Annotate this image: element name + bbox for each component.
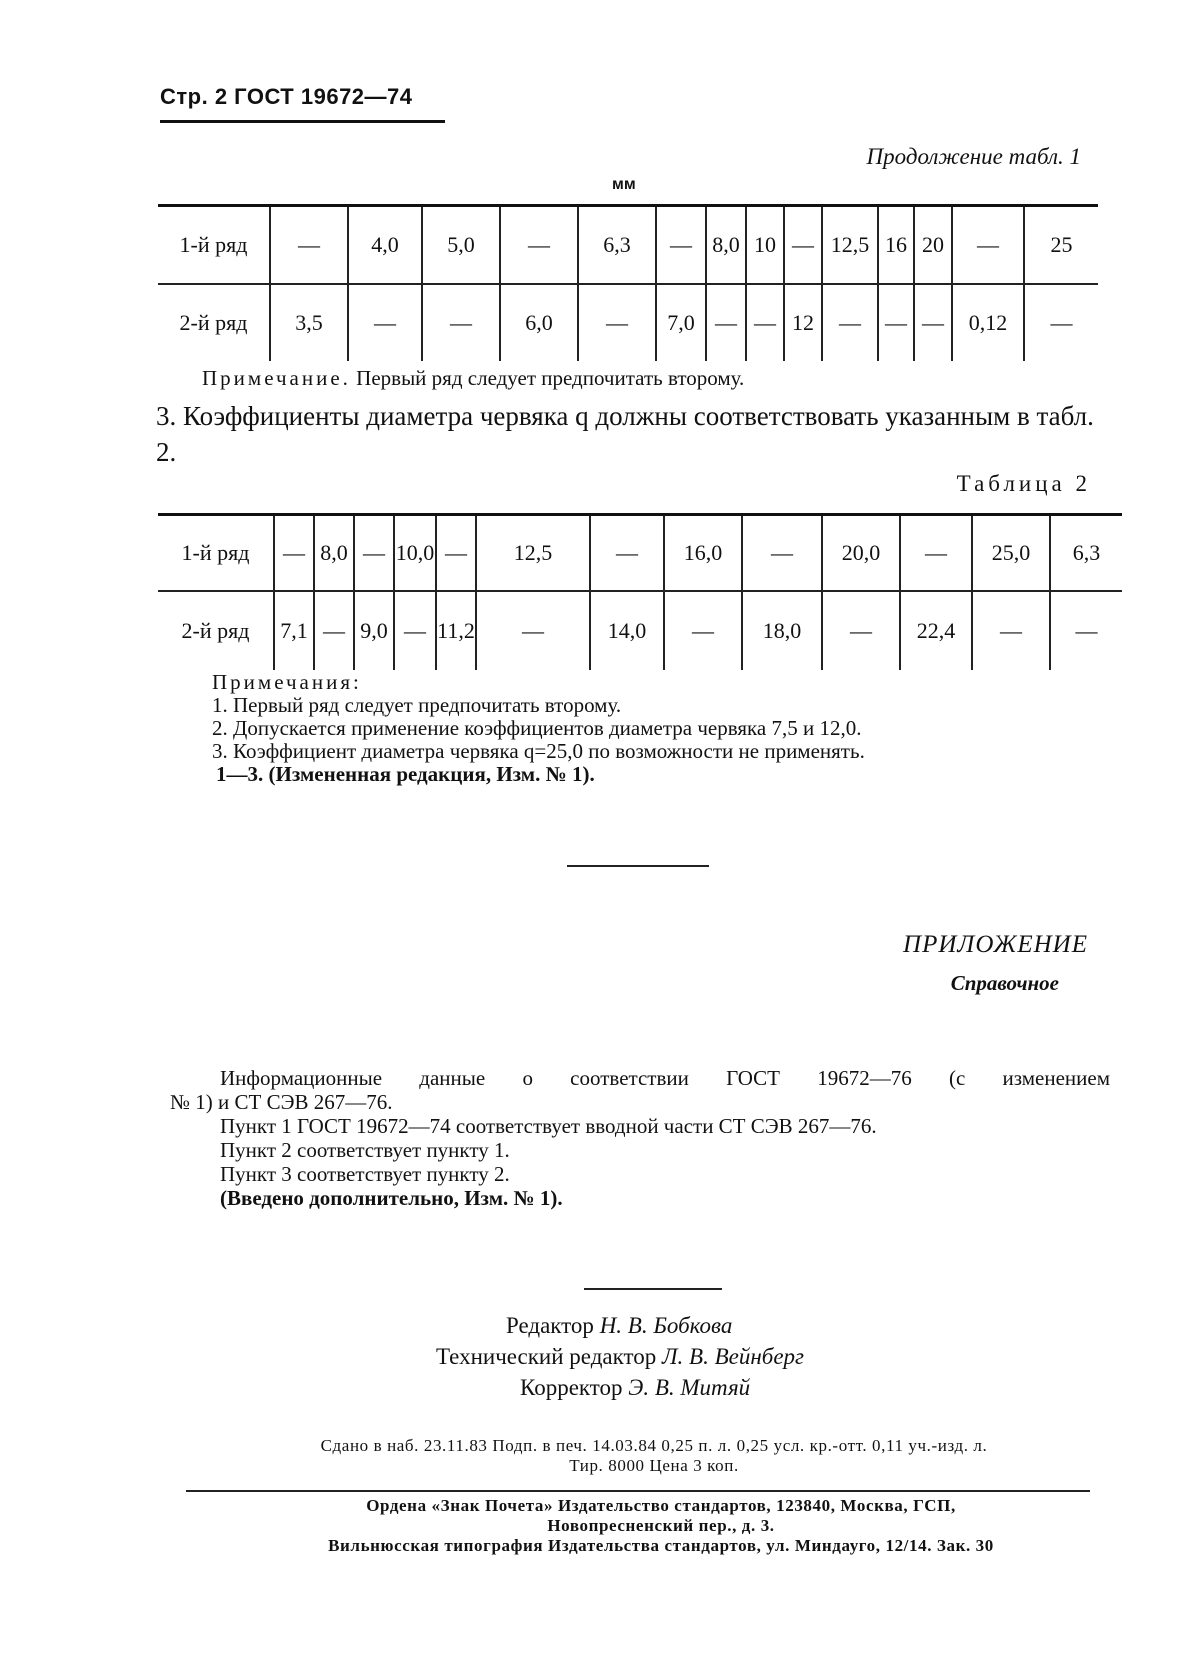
table-cell: — bbox=[822, 591, 900, 670]
table-cell: — bbox=[972, 591, 1050, 670]
table-cell: 0,12 bbox=[952, 284, 1024, 361]
table-cell: — bbox=[274, 515, 314, 592]
table2 bbox=[158, 513, 1122, 670]
publisher-line: Вильнюсская типография Издательства стандартов, ул. Миндауго, 12/14. Зак. 30 bbox=[328, 1536, 994, 1555]
credit-name: Л. В. Вейнберг bbox=[661, 1344, 805, 1369]
table-cell: 18,0 bbox=[742, 591, 822, 670]
table1 bbox=[158, 204, 1098, 361]
table-cell: — bbox=[422, 284, 500, 361]
table-cell: 8,0 bbox=[706, 206, 746, 285]
table-cell: 8,0 bbox=[314, 515, 354, 592]
credit-name: Н. В. Бобкова bbox=[599, 1313, 733, 1338]
table1-row-2 bbox=[158, 284, 1098, 361]
table1-row-1 bbox=[158, 206, 1098, 285]
table-cell: 11,2 bbox=[436, 591, 476, 670]
table-cell: 9,0 bbox=[354, 591, 394, 670]
credit-name: Э. В. Митяй bbox=[628, 1375, 751, 1400]
credit-role: Технический редактор bbox=[436, 1344, 657, 1369]
table-cell: 22,4 bbox=[900, 591, 972, 670]
table-cell: — bbox=[900, 515, 972, 592]
publisher-line: Ордена «Знак Почета» Издательство стандартов, 123840, Москва, ГСП, bbox=[366, 1496, 956, 1515]
table-cell: — bbox=[348, 284, 422, 361]
table1-note bbox=[202, 366, 744, 391]
credits-block bbox=[380, 1310, 804, 1403]
table-cell: 7,0 bbox=[656, 284, 706, 361]
table-cell: 16 bbox=[878, 206, 914, 285]
annex-title: ПРИЛОЖЕНИЕ bbox=[903, 931, 1088, 958]
table-cell: — bbox=[746, 284, 784, 361]
table-cell: 1-й ряд bbox=[158, 515, 274, 592]
table2-amendment: 1—3. (Измененная редакция, Изм. № 1). bbox=[216, 762, 595, 786]
table1-note-text: Первый ряд следует предпочитать второму. bbox=[350, 366, 745, 390]
credit-editor bbox=[380, 1310, 804, 1341]
table2-notes-label: Примечания: bbox=[212, 670, 362, 694]
table-cell: — bbox=[1050, 591, 1122, 670]
publisher-block bbox=[236, 1496, 1086, 1556]
table-cell: — bbox=[354, 515, 394, 592]
imprint-line: Сдано в наб. 23.11.83 Подп. в печ. 14.03.84 0,25 п. л. 0,25 усл. кр.-отт. 0,11 уч.-изд. л. bbox=[320, 1436, 988, 1455]
table-cell: — bbox=[436, 515, 476, 592]
table-cell: — bbox=[878, 284, 914, 361]
table-cell: 12,5 bbox=[476, 515, 590, 592]
section-3-paragraph: 3. Коэффициенты диаметра червяка q должны соответствовать указанным в табл. 2. bbox=[156, 401, 1094, 467]
imprint-rule bbox=[186, 1490, 1090, 1492]
table-cell: 1-й ряд bbox=[158, 206, 270, 285]
table2-title: Таблица 2 bbox=[956, 471, 1091, 496]
table-cell: 10,0 bbox=[394, 515, 436, 592]
table-cell: — bbox=[952, 206, 1024, 285]
table-cell: 16,0 bbox=[664, 515, 742, 592]
table-cell: — bbox=[590, 515, 664, 592]
imprint-line: Тир. 8000 Цена 3 коп. bbox=[569, 1456, 739, 1475]
table-cell: — bbox=[822, 284, 878, 361]
table2-note-item: 1. Первый ряд следует предпочитать второму. bbox=[212, 693, 622, 717]
annex-line: Пункт 2 соответствует пункту 1. bbox=[220, 1138, 510, 1162]
table-cell: 14,0 bbox=[590, 591, 664, 670]
credit-role: Редактор bbox=[506, 1313, 594, 1338]
table-cell: 6,0 bbox=[500, 284, 578, 361]
table2-row-1 bbox=[158, 515, 1122, 592]
table-cell: — bbox=[314, 591, 354, 670]
table-cell: — bbox=[270, 206, 348, 285]
table-cell: 7,1 bbox=[274, 591, 314, 670]
table-cell: — bbox=[578, 284, 656, 361]
publisher-line: Новопресненский пер., д. 3. bbox=[547, 1516, 775, 1535]
table-cell: 4,0 bbox=[348, 206, 422, 285]
table-cell: 6,3 bbox=[1050, 515, 1122, 592]
annex-line: Пункт 3 соответствует пункту 2. bbox=[220, 1162, 510, 1186]
table-cell: 10 bbox=[746, 206, 784, 285]
imprint-block bbox=[216, 1436, 1092, 1476]
annex-body bbox=[170, 1066, 1110, 1210]
table-cell: 12,5 bbox=[822, 206, 878, 285]
table1-continuation-label: Продолжение табл. 1 bbox=[866, 144, 1081, 169]
annex-line: Пункт 1 ГОСТ 19672—74 соответствует вводной части СТ СЭВ 267—76. bbox=[220, 1114, 877, 1138]
table2-row-2 bbox=[158, 591, 1122, 670]
page-header-title: Стр. 2 ГОСТ 19672—74 bbox=[160, 84, 413, 109]
table-cell: — bbox=[656, 206, 706, 285]
credit-tech-editor bbox=[380, 1341, 804, 1372]
table-cell: — bbox=[706, 284, 746, 361]
table-cell: — bbox=[476, 591, 590, 670]
table2-notes bbox=[212, 671, 865, 786]
section-divider bbox=[567, 865, 709, 867]
header-rule bbox=[160, 120, 445, 123]
table-cell: 20,0 bbox=[822, 515, 900, 592]
annex-intro-line-1: Информационные данные о соответствии ГОСТ 19672—76 (с изменением bbox=[220, 1066, 1110, 1090]
annex-amendment: (Введено дополнительно, Изм. № 1). bbox=[220, 1186, 563, 1210]
table-cell: 25,0 bbox=[972, 515, 1050, 592]
annex-intro-line-2: № 1) и СТ СЭВ 267—76. bbox=[170, 1090, 393, 1114]
table-cell: — bbox=[784, 206, 822, 285]
table2-note-item: 3. Коэффициент диаметра червяка q=25,0 по возможности не применять. bbox=[212, 739, 865, 763]
table-cell: — bbox=[742, 515, 822, 592]
table1-units: мм bbox=[612, 176, 636, 193]
credit-role: Корректор bbox=[520, 1375, 623, 1400]
table-cell: 25 bbox=[1024, 206, 1098, 285]
table-cell: — bbox=[664, 591, 742, 670]
table-cell: — bbox=[914, 284, 952, 361]
table-cell: 20 bbox=[914, 206, 952, 285]
table-cell: 6,3 bbox=[578, 206, 656, 285]
table-cell: 2-й ряд bbox=[179, 310, 248, 335]
table-cell: 3,5 bbox=[270, 284, 348, 361]
table2-note-item: 2. Допускается применение коэффициентов диаметра червяка 7,5 и 12,0. bbox=[212, 716, 862, 740]
credit-proofreader bbox=[380, 1372, 804, 1403]
table1-note-label: Примечание. bbox=[202, 366, 351, 390]
table-cell: — bbox=[1024, 284, 1098, 361]
annex-subtitle: Справочное bbox=[950, 971, 1059, 995]
table-cell: 5,0 bbox=[422, 206, 500, 285]
credits-divider bbox=[584, 1288, 722, 1290]
table-cell: — bbox=[500, 206, 578, 285]
table-cell: 2-й ряд bbox=[181, 618, 250, 643]
table-cell: — bbox=[394, 591, 436, 670]
table-cell: 12 bbox=[784, 284, 822, 361]
